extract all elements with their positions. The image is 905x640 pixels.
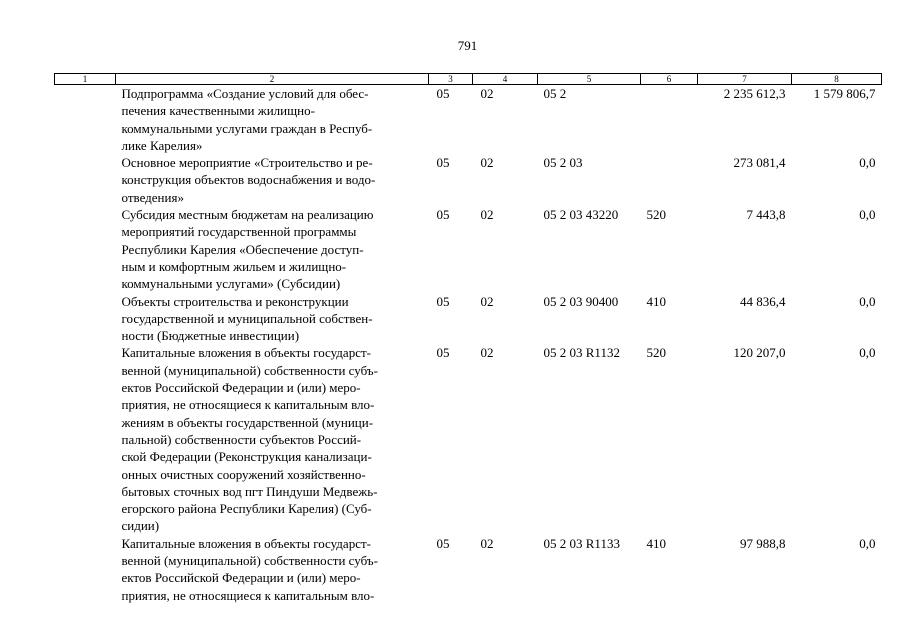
column-header-8: 8 [792,74,882,85]
item-name [116,154,429,206]
amount-col8: 0,0 [859,207,876,223]
item-name-line: мероприятий государственной программы [121,224,357,240]
amount-col7: 7 443,8 [746,207,786,223]
expense-type-code [641,154,698,206]
expense-type-code [641,85,698,155]
expense-type-code: 410 [646,293,666,309]
amount-col7: 44 836,4 [740,293,786,309]
amount-col8: 1 579 806,7 [813,86,876,101]
item-name [116,293,429,345]
amount-col8: 0,0 [859,155,876,171]
table-row [55,206,882,292]
amount-col7: 2 235 612,3 [723,86,786,101]
column-header-4: 4 [473,74,538,85]
section-code: 05 [436,345,450,361]
cell-empty [55,85,116,155]
amount-col7: 97 988,8 [740,535,786,551]
section-code: 05 [436,155,450,171]
item-name [116,344,429,534]
item-name-line: ности (Бюджетные инвестиции) [121,328,300,344]
budget-table [54,73,882,604]
subsection-code: 02 [480,155,494,171]
item-name-line: егорского района Республики Карелия) (Суб- [121,501,372,517]
subsection-code: 02 [480,535,494,551]
subsection-code: 02 [480,207,494,223]
column-header-3: 3 [429,74,473,85]
item-name-line: венной (муниципальной) собственности субъ- [121,362,378,378]
target-article-code: 05 2 [543,86,567,101]
item-name-line: пальной) собственности субъектов Россий- [121,431,362,447]
item-name-line: Объекты строительства и реконструкции [121,293,349,309]
column-header-1: 1 [55,74,116,85]
table-row [55,85,882,155]
subsection-code: 02 [480,345,494,361]
amount-col8: 0,0 [859,345,876,361]
cell-empty [55,206,116,292]
item-name-line: Подпрограмма «Создание условий для обес- [121,86,369,101]
column-header-5: 5 [538,74,641,85]
item-name-line: государственной и муниципальной собствен- [121,310,373,326]
target-article-code: 05 2 03 90400 [543,293,619,309]
cell-empty [55,344,116,534]
item-name-line: Капитальные вложения в объекты государст- [121,345,371,361]
amount-col8: 0,0 [859,293,876,309]
column-header-2: 2 [116,74,429,85]
item-name [116,206,429,292]
amount-col8: 0,0 [859,535,876,551]
table-row [55,535,882,604]
amount-col7: 120 207,0 [733,345,786,361]
section-code: 05 [436,293,450,309]
item-name-line: Республики Карелия «Обеспечение доступ- [121,241,364,257]
item-name-line: сидии) [121,518,160,534]
item-name-line: отведения» [121,189,184,205]
column-header-7: 7 [698,74,792,85]
subsection-code: 02 [480,293,494,309]
cell-empty [55,293,116,345]
item-name-line: ской Федерации (Реконструкция канализаци- [121,449,372,465]
item-name-line: приятия, не относящиеся к капитальным вло- [121,397,375,413]
item-name-line: венной (муниципальной) собственности субъ- [121,553,378,569]
item-name-line: ектов Российской Федерации и (или) меро- [121,380,361,396]
item-name-line: приятия, не относящиеся к капитальным вло- [121,587,375,603]
item-name [116,535,429,604]
item-name [116,85,429,155]
cell-empty [55,154,116,206]
target-article-code: 05 2 03 R1133 [543,535,620,551]
item-name-line: жениям в объекты государственной (муници- [121,414,374,430]
item-name-line: Капитальные вложения в объекты государст- [121,535,371,551]
amount-col7: 273 081,4 [733,155,786,171]
item-name-line: Основное мероприятие «Строительство и ре- [121,155,373,171]
section-code: 05 [436,207,450,223]
expense-type-code: 410 [646,535,666,551]
expense-type-code: 520 [646,207,666,223]
subsection-code: 02 [480,86,494,101]
section-code: 05 [436,535,450,551]
expense-type-code: 520 [646,345,666,361]
table-row [55,344,882,534]
item-name-line: конструкция объектов водоснабжения и водо- [121,172,376,188]
item-name-line: ектов Российской Федерации и (или) меро- [121,570,361,586]
item-name-line: ным и комфортным жильем и жилищно- [121,258,347,274]
item-name-line: онных очистных сооружений хозяйственно- [121,466,366,482]
column-header-6: 6 [641,74,698,85]
cell-empty [55,535,116,604]
item-name-line: Субсидия местным бюджетам на реализацию [121,207,374,223]
table-row [55,154,882,206]
item-name-line: печения качественными жилищно- [121,103,315,119]
target-article-code: 05 2 03 43220 [543,207,619,223]
table-header-row [55,74,882,85]
target-article-code: 05 2 03 R1132 [543,345,620,361]
page-number: 791 [457,38,478,53]
item-name-line: коммунальными услугами граждан в Респуб- [121,120,373,136]
section-code: 05 [436,86,450,101]
item-name-line: бытовых сточных вод пгт Пиндуши Медвежь- [121,483,378,499]
target-article-code: 05 2 03 [543,155,583,171]
table-row [55,293,882,345]
item-name-line: коммунальными услугами» (Субсидии) [121,276,341,292]
item-name-line: лике Карелия» [121,137,203,153]
